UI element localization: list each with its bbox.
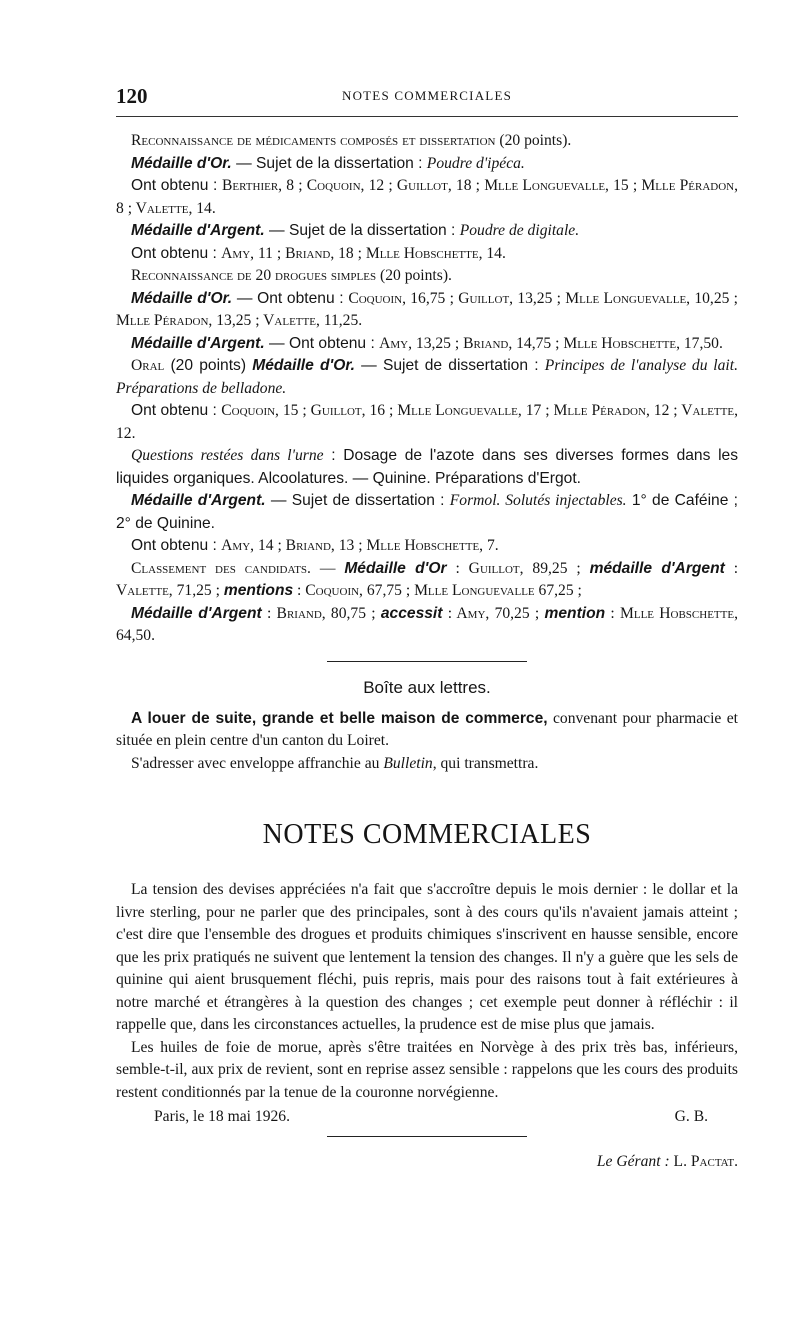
gerant-signature (597, 1153, 738, 1171)
exam-results (116, 400, 738, 445)
exam-section-heading (116, 130, 738, 153)
signature-line (116, 1108, 738, 1136)
exam-results (116, 535, 738, 558)
boite-aux-lettres-title: Boîte aux lettres. (363, 677, 491, 697)
exam-results (116, 288, 738, 333)
section-points: (20 points). (376, 267, 452, 284)
exam-paragraph (116, 355, 738, 400)
section-lead: Questions restées dans l'urne (131, 447, 324, 464)
medal-label: médaille d'Argent (589, 559, 725, 577)
accessit-label: accessit (380, 604, 443, 622)
medal-label: Médaille d'Or. (131, 289, 233, 307)
running-head (116, 84, 738, 110)
paragraph-text: — Sujet de dissertation : (354, 357, 545, 374)
section-lead: Classement des candidats. (131, 559, 311, 577)
exam-results (116, 175, 738, 220)
dissertation-subject: Formol. Solutés injectables. (449, 492, 627, 509)
medal-label: Médaille d'Argent. (131, 222, 265, 239)
results-intro: Ont obtenu : (131, 244, 222, 262)
medal-label: Médaille d'Or. (131, 154, 232, 172)
exam-results (116, 333, 738, 356)
contact-line (116, 753, 738, 776)
paragraph-text: — Sujet de la dissertation : (231, 154, 427, 172)
ranking-paragraph (116, 558, 738, 603)
exam-section-heading (116, 265, 738, 288)
results-names: : Briand, 80,75 ; (261, 604, 381, 622)
medal-label: Médaille d'Argent. (131, 334, 265, 352)
classified-ad (116, 708, 738, 753)
dissertation-subject: Poudre d'ipéca. (426, 154, 525, 172)
separator: — (310, 559, 345, 577)
contact-text: S'adresser avec enveloppe affranchie au (131, 754, 384, 772)
results-intro: Ont obtenu : (131, 177, 222, 194)
results-names: Berthier, 8 ; Coquoin, 12 ; Guillot, 18 ; Mlle Longuevalle, 15 ; Mlle Péradon, 8 ; Valette, 14. (116, 177, 738, 217)
results-intro: Ont obtenu : (131, 402, 222, 419)
section-lead: Reconnaissance de médicaments composés et dissertation (131, 132, 496, 149)
gerant-name: L. Pactat. (669, 1153, 738, 1170)
exam-paragraph (116, 445, 738, 490)
exam-paragraph (116, 220, 738, 243)
paragraph-text: 1° de Caféine ; 2° de Quinine. (116, 492, 738, 532)
paragraph-text: — Ont obtenu : (232, 289, 349, 307)
results-names: : Guillot, 89,25 ; (446, 559, 590, 577)
medal-label: Médaille d'Or. (252, 357, 355, 374)
results-names: Coquoin, 16,75 ; Guillot, 13,25 ; Mlle Longuevalle, 10,25 ; Mlle Péradon, 13,25 ; Valette, 11,25. (116, 289, 738, 329)
paragraph-text: — Sujet de dissertation : (265, 492, 450, 509)
journal-name: Bulletin (383, 754, 433, 772)
paragraph-text: — Sujet de la dissertation : (264, 222, 460, 239)
contact-text: , qui transmettra. (432, 754, 539, 772)
dissertation-subject: Poudre de digitale. (459, 222, 580, 239)
ranking-paragraph (116, 603, 738, 648)
dissertation-subject: Principes de l'analyse du lait. Préparations de belladone. (116, 357, 739, 397)
mention-label: mention (544, 604, 606, 622)
results-names: : Mlle Hobschette, 64,50. (116, 604, 738, 644)
section-points: (20 points). (495, 132, 572, 149)
gerant-label: Le Gérant : (596, 1153, 670, 1170)
results-names: : Coquoin, 67,75 ; Mlle Longuevalle 67,25 ; (293, 582, 582, 599)
closing-divider (327, 1136, 527, 1137)
author-initials: G. B. (674, 1108, 708, 1125)
gerant-line (116, 1153, 738, 1177)
notes-paragraph: Les huiles de foie de morue, après s'être traitées en Norvège à des prix très bas, inférieurs, semble-t-il, aux prix de revient, sont en reprise assez sensible : rappelons que les cours des produits restent conditionnés par la tenue de la couronne norvégienne. (116, 1038, 738, 1101)
running-head-title: NOTES COMMERCIALES (341, 88, 513, 103)
exam-paragraph (116, 490, 738, 535)
results-names: Coquoin, 15 ; Guillot, 16 ; Mlle Longuevalle, 17 ; Mlle Péradon, 12 ; Valette, 12. (116, 402, 738, 442)
section-lead: Reconnaissance de 20 drogues simples (131, 267, 377, 284)
medal-label: Médaille d'Argent (131, 604, 262, 622)
exam-paragraph (116, 153, 738, 176)
mention-label: mentions (223, 582, 294, 599)
paragraph-text: — Ont obtenu : (264, 334, 380, 352)
notes-paragraph: La tension des devises appréciées n'a fait que s'accroître depuis le mois dernier : le dollar et la livre sterling, pour ne parler que des principales, sont à des cours qu'ils n'avaient jamais atteint ; c'est dire que l'ensemble des drogues et produits chimiques s'inscrivent en hausse sensible, encore que les prix pratiqués ne suivent que lentement la tension des changes. Il n'y a guère que les sels de quinine qui aient brusquement fléchi, puis repris, mais pour des raisons tout à fait extérieures à notre marché et étrangères à la question des changes ; cet exemple peut donner à réfléchir : il rappelle que, dans les circonstances actuelles, la prudence est de mise plus que jamais. (116, 881, 738, 1033)
results-names: : Valette, 71,25 ; (116, 559, 739, 599)
ad-headline: A louer de suite, grande et belle maison de commerce, (131, 709, 548, 727)
medal-label: Médaille d'Or (344, 559, 447, 577)
paragraph-text: : Dosage de l'azote dans ses diverses formes dans les liquides organiques. Alcoolatures. — Quinine. Préparations d'Ergot. (116, 447, 739, 487)
section-divider (327, 661, 527, 662)
results-names: Amy, 13,25 ; Briand, 14,75 ; Mlle Hobschette, 17,50. (379, 334, 723, 352)
medal-label: Médaille d'Argent. (131, 492, 266, 509)
results-names: : Amy, 70,25 ; (442, 604, 545, 622)
header-rule (116, 116, 738, 117)
ad-text: convenant pour pharmacie et située en plein centre d'un canton du Loiret. (116, 709, 738, 749)
section-lead: Oral (131, 357, 165, 374)
place-date: Paris, le 18 mai 1926. (154, 1108, 290, 1125)
page-number: 120 (116, 84, 148, 108)
results-intro: Ont obtenu : (131, 537, 222, 554)
notes-commerciales-title: NOTES COMMERCIALES (262, 819, 592, 850)
results-names: Amy, 14 ; Briand, 13 ; Mlle Hobschette, 7. (221, 537, 499, 554)
section-points: (20 points) (164, 357, 253, 374)
text-column (116, 130, 738, 1177)
results-names: Amy, 11 ; Briand, 18 ; Mlle Hobschette, 14. (221, 244, 506, 262)
exam-results (116, 243, 738, 266)
